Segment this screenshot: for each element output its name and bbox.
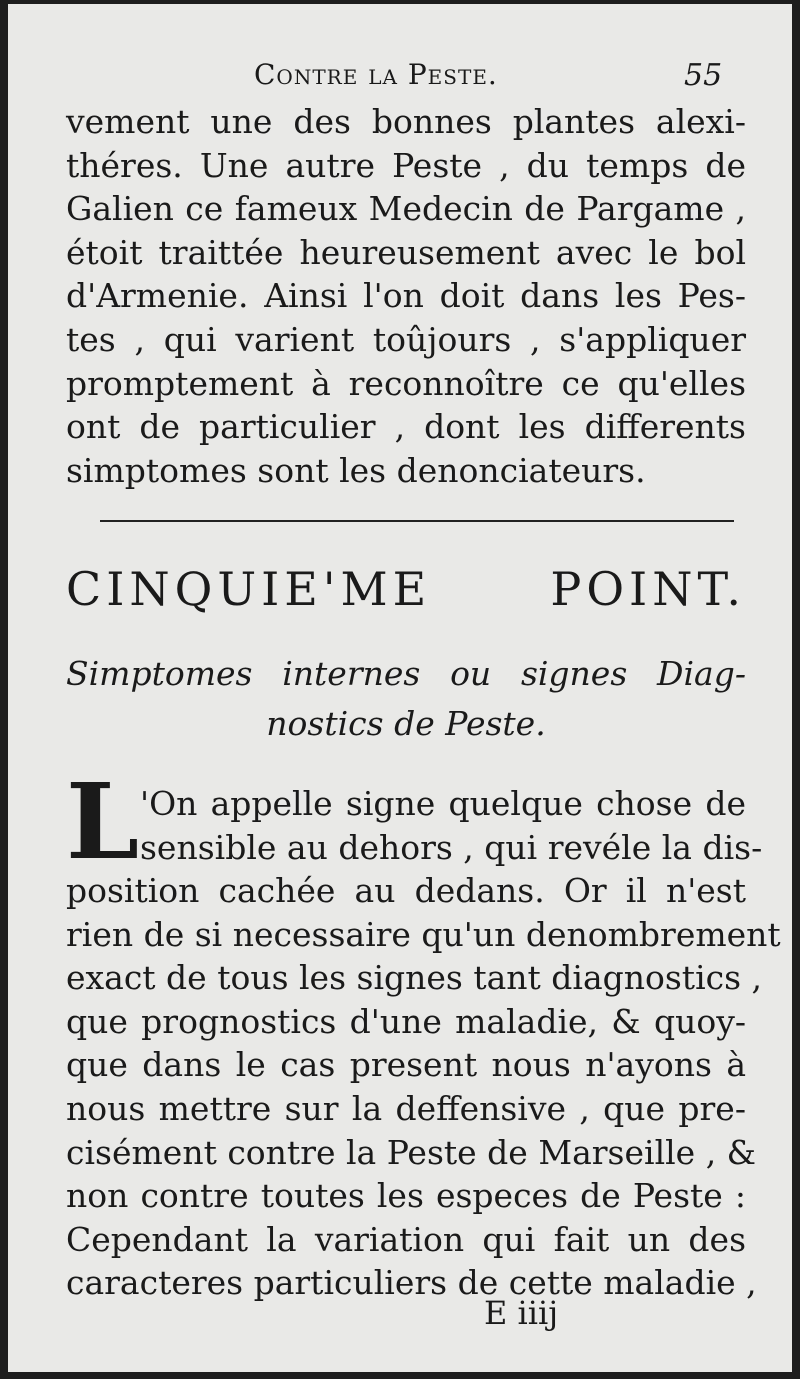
text-line: cisément contre la Peste de Marseille , &	[66, 1132, 757, 1172]
text-line: tes , qui varient toûjours , s'appliquer	[66, 319, 746, 359]
paragraph-body	[66, 869, 781, 1305]
text-line: rien de si necessaire qu'un denombrement	[66, 914, 781, 954]
section-subheading-line: nostics de Peste.	[266, 704, 546, 743]
section-divider	[100, 520, 734, 522]
book-page	[8, 4, 792, 1372]
text-line: étoit traittée heureusement avec le bol	[66, 232, 746, 272]
text-line: vement une des bonnes plantes alexi-	[66, 102, 746, 141]
running-title: Contre la Peste.	[254, 58, 498, 91]
paragraph-opening	[140, 782, 763, 869]
text-line: Galien ce fameux Medecin de Pargame ,	[66, 189, 746, 229]
text-line: que prognostics d'une maladie, & quoy-	[66, 1001, 746, 1041]
text-line: sensible au dehors , qui revéle la dis-	[140, 827, 763, 867]
page-header	[8, 58, 792, 98]
section-subheading-line: Simptomes internes ou signes Diag-	[66, 654, 746, 693]
text-line: caracteres particuliers de cette maladie ,	[66, 1263, 757, 1303]
text-line: d'Armenie. Ainsi l'on doit dans les Pes-	[66, 276, 746, 316]
text-line: non contre toutes les especes de Peste :	[66, 1176, 746, 1216]
text-line: théres. Une autre Peste , du temps de	[66, 145, 746, 185]
text-line: exact de tous les signes tant diagnostics ,	[66, 958, 763, 998]
text-line: nous mettre sur la deffensive , que pre-	[66, 1088, 746, 1128]
text-line: 'On appelle signe quelque chose de	[140, 784, 746, 823]
section-heading: CINQUIE'ME POINT.	[66, 562, 746, 616]
text-line: que dans le cas present nous n'ayons à	[66, 1045, 746, 1085]
text-line: ont de particulier , dont les differents	[66, 407, 746, 447]
text-line: promptement à reconnoître ce qu'elles	[66, 363, 746, 403]
paragraph-continued	[66, 100, 746, 492]
drop-cap: L	[66, 760, 140, 883]
text-line: position cachée au dedans. Or il n'est	[66, 871, 746, 910]
page-number: 55	[684, 58, 723, 93]
signature-mark: E iiij	[484, 1294, 559, 1332]
text-line: Cependant la variation qui fait un des	[66, 1219, 746, 1259]
text-line: simptomes sont les denonciateurs.	[66, 450, 646, 490]
